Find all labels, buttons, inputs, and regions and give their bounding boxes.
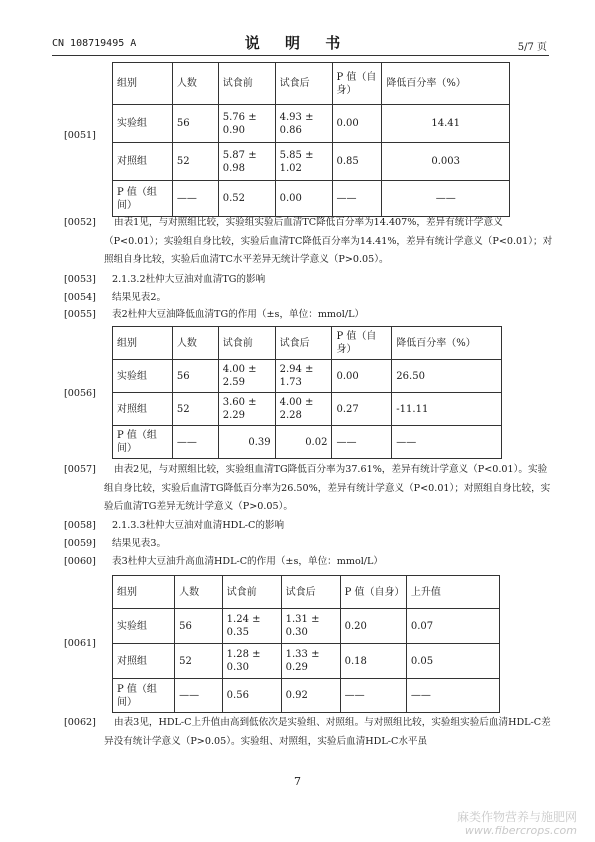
- table-row: [113, 393, 502, 426]
- table-cell: 试食后: [275, 327, 332, 360]
- table-cell: 1.31 ± 0.30: [281, 609, 340, 644]
- table-cell: 0.39: [218, 426, 275, 459]
- table-cell: 3.60 ± 2.29: [218, 393, 275, 426]
- table-cell: 5.87 ± 0.98: [218, 143, 275, 181]
- paragraph-0055: [64, 306, 554, 324]
- paragraph-0060: [64, 553, 554, 571]
- table-cell: ——: [175, 679, 223, 713]
- para-number: [0058]: [64, 520, 96, 531]
- table-cell: 14.41: [382, 105, 510, 143]
- para-number: [0052]: [64, 217, 96, 228]
- table-caption: 表3杜仲大豆油升高血清HDL-C的作用（±s，单位：mmol/L）: [112, 556, 383, 567]
- table-cell: ——: [340, 679, 406, 713]
- table-cell: P 值（自身）: [332, 327, 392, 360]
- table-cell: ——: [172, 181, 218, 217]
- table-cell: 1.28 ± 0.30: [222, 644, 281, 679]
- para-number: [0055]: [64, 309, 96, 320]
- table-cell: 26.50: [392, 360, 502, 393]
- table-cell: 1.24 ± 0.35: [222, 609, 281, 644]
- patent-number: CN 108719495 A: [52, 38, 137, 49]
- table-cell: 0.00: [332, 360, 392, 393]
- paragraph-0053: [64, 271, 554, 289]
- table-cell: 对照组: [113, 644, 175, 679]
- table-hdl: [112, 575, 500, 713]
- paragraph-0052: [64, 214, 554, 270]
- table-row: [113, 426, 502, 459]
- table-cell: 0.00: [275, 181, 332, 217]
- table-cell: 52: [172, 393, 218, 426]
- para-number: [0053]: [64, 274, 96, 285]
- table-cell: 降低百分率（%）: [392, 327, 502, 360]
- table-cell: 0.20: [340, 609, 406, 644]
- table-cell: 人数: [172, 327, 218, 360]
- table-cell: 组别: [113, 63, 173, 105]
- para-text: 由表1见，与对照组比较，实验组实验后血清TC降低百分率为14.407%，差异有统计学意义（P<0.01）；实验组自身比较，实验后血清TC降低百分率为14.41%，差异有统计学意义（P<0.01）；对照组自身比较，实验后血清TC水平差异无统计学意义（P>0.05）。: [104, 217, 553, 265]
- table-cell: 0.52: [218, 181, 275, 217]
- table-row: [113, 143, 510, 181]
- para-number: [0057]: [64, 464, 96, 475]
- table-cell: 0.07: [406, 609, 499, 644]
- table-tg: [112, 326, 502, 459]
- table-cell: 0.27: [332, 393, 392, 426]
- table-cell: 降低百分率（%）: [382, 63, 510, 105]
- table-cell: 试食后: [281, 576, 340, 609]
- table-cell: 56: [172, 360, 218, 393]
- table-cell: ——: [332, 426, 392, 459]
- table-cell: 上升值: [406, 576, 499, 609]
- table-cell: P 值（自身）: [332, 63, 382, 105]
- para-text: 结果见表3。: [112, 538, 167, 549]
- table-cell: ——: [172, 426, 218, 459]
- table-cell: ——: [332, 181, 382, 217]
- table-row: [113, 63, 510, 105]
- table-cell: 0.00: [332, 105, 382, 143]
- paragraph-0059: [64, 535, 554, 553]
- watermark-url: www.fibercrops.com: [464, 824, 577, 837]
- table-cell: P 值（组间）: [113, 181, 173, 217]
- table-cell: 试食前: [218, 327, 275, 360]
- para-number: [0062]: [64, 717, 96, 728]
- table-cell: 56: [172, 105, 218, 143]
- paragraph-0057: [64, 461, 554, 517]
- para-number: [0056]: [64, 388, 96, 399]
- table-cell: -11.11: [392, 393, 502, 426]
- para-number: [0051]: [64, 130, 96, 141]
- paragraph-0058: [64, 517, 554, 535]
- table-cell: 实验组: [113, 105, 173, 143]
- table-cell: 试食前: [218, 63, 275, 105]
- table-row: [113, 609, 500, 644]
- watermark-text: 麻类作物营养与施肥网: [456, 810, 577, 824]
- table-cell: 5.85 ± 1.02: [275, 143, 332, 181]
- table-cell: 试食前: [222, 576, 281, 609]
- table-cell: 组别: [113, 327, 173, 360]
- para-number: [0061]: [64, 638, 96, 649]
- para-text: 由表2见，与对照组比较，实验组血清TG降低百分率为37.61%，差异有统计学意义（P<0.01）。实验组自身比较，实验后血清TG降低百分率为26.50%，差异有统计学意义（P<0.01）；对照组自身比较，实验后血清TG差异无统计学意义（P>0.05）。: [104, 464, 551, 512]
- table-cell: 52: [175, 644, 223, 679]
- table-cell: 4.93 ± 0.86: [275, 105, 332, 143]
- table-cell: P 值（组间）: [113, 426, 173, 459]
- table-cell: ——: [392, 426, 502, 459]
- table-cell: 56: [175, 609, 223, 644]
- table-cell: 组别: [113, 576, 175, 609]
- table-cell: 1.33 ± 0.29: [281, 644, 340, 679]
- section-heading: 2.1.3.3杜仲大豆油对血清HDL-C的影响: [112, 520, 285, 531]
- table-cell: 试食后: [275, 63, 332, 105]
- table-tc: [112, 62, 510, 217]
- table-cell: 实验组: [113, 609, 175, 644]
- paragraph-0062: [64, 714, 554, 754]
- para-number: [0054]: [64, 292, 96, 303]
- table-row: [113, 360, 502, 393]
- section-heading: 2.1.3.2杜仲大豆油对血清TG的影响: [112, 274, 266, 285]
- table-cell: 0.85: [332, 143, 382, 181]
- table-row: [113, 644, 500, 679]
- table-cell: 人数: [172, 63, 218, 105]
- document-title: 说 明 书: [244, 34, 351, 52]
- table-cell: 5.76 ± 0.90: [218, 105, 275, 143]
- table-cell: P 值（自身）: [340, 576, 406, 609]
- para-number: [0060]: [64, 556, 96, 567]
- table-cell: 0.18: [340, 644, 406, 679]
- table-cell: 0.05: [406, 644, 499, 679]
- table-cell: P 值（组间）: [113, 679, 175, 713]
- paragraph-0054: [64, 289, 554, 307]
- table-row: [113, 181, 510, 217]
- table-cell: 0.003: [382, 143, 510, 181]
- table-caption: 表2杜仲大豆油降低血清TG的作用（±s，单位：mmol/L）: [112, 309, 365, 320]
- table-cell: 人数: [175, 576, 223, 609]
- table-cell: 52: [172, 143, 218, 181]
- table-cell: 对照组: [113, 143, 173, 181]
- para-number: [0059]: [64, 538, 96, 549]
- table-cell: ——: [382, 181, 510, 217]
- table-row: [113, 679, 500, 713]
- table-cell: 实验组: [113, 360, 173, 393]
- table-cell: 4.00 ± 2.59: [218, 360, 275, 393]
- table-cell: 4.00 ± 2.28: [275, 393, 332, 426]
- table-cell: 0.56: [222, 679, 281, 713]
- page-indicator: 5/7 页: [517, 42, 547, 53]
- table-cell: 对照组: [113, 393, 173, 426]
- page-number: 7: [294, 775, 301, 788]
- para-text: 结果见表2。: [112, 292, 167, 303]
- table-cell: 0.02: [275, 426, 332, 459]
- table-row: [113, 576, 500, 609]
- table-row: [113, 105, 510, 143]
- header-divider: [52, 55, 549, 56]
- table-cell: 0.92: [281, 679, 340, 713]
- table-cell: 2.94 ± 1.73: [275, 360, 332, 393]
- table-cell: ——: [406, 679, 499, 713]
- table-row: [113, 327, 502, 360]
- para-text: 由表3见，HDL-C上升值由高到低依次是实验组、对照组。与对照组比较，实验组实验后血清HDL-C差异没有统计学意义（P>0.05）。实验组、对照组，实验后血清HDL-C水平虽: [104, 717, 551, 747]
